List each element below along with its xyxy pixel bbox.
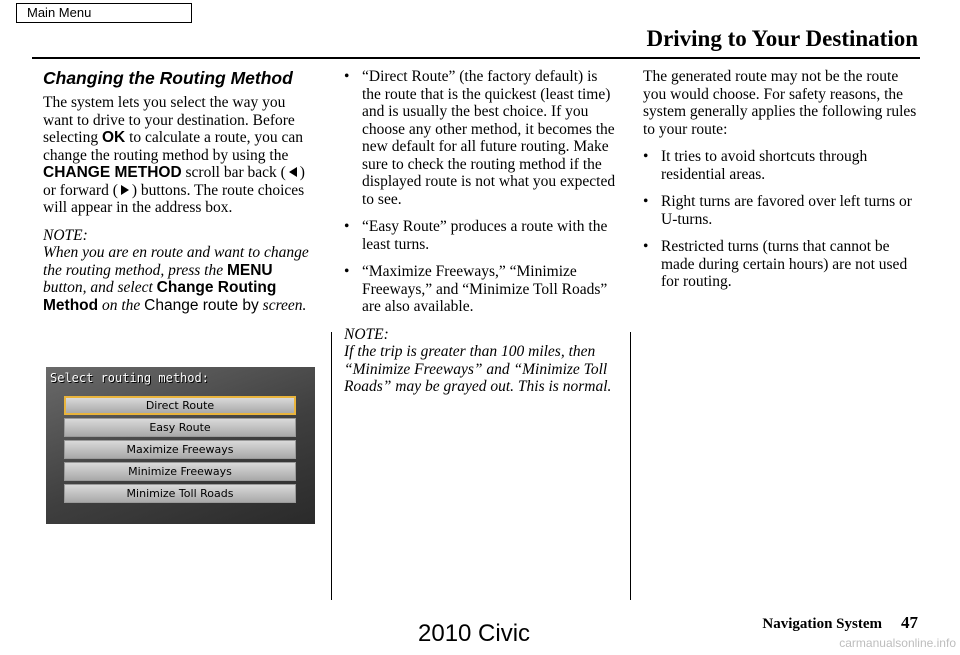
- arrow-left-icon: [286, 166, 300, 178]
- route-option-maximize-freeways[interactable]: Maximize Freeways: [64, 440, 296, 459]
- column-3: [643, 68, 921, 301]
- column-2: [344, 68, 620, 396]
- title-divider: [32, 57, 920, 59]
- change-method-label: CHANGE METHOD: [43, 164, 182, 181]
- note-paragraph: If the trip is greater than 100 miles, then “Minimize Freeways” and “Minimize Toll Roads” may be grayed out. This is normal.: [344, 343, 612, 395]
- list-item: • “Direct Route” (the factory default) is the route that is the quickest (least time) and is usually the best choice. If you choose any other method, it becomes the new default for all future routing. Make sure to check the routing method if the displayed route is not what you expected to see.: [344, 68, 620, 208]
- note-paragraph: [43, 244, 319, 314]
- note-text-3: on the: [98, 296, 145, 314]
- route-option-minimize-toll-roads[interactable]: Minimize Toll Roads: [64, 484, 296, 503]
- change-routing-label: Change Routing Method: [43, 279, 277, 314]
- route-option-minimize-freeways[interactable]: Minimize Freeways: [64, 462, 296, 481]
- intro-text-2: to calculate a route, you can change the routing method by using the: [43, 129, 303, 164]
- list-item: • “Maximize Freeways,” “Minimize Freeways,” and “Minimize Toll Roads” are also available.: [344, 263, 620, 316]
- intro-text-5: ) buttons. The route choices will appear in the address box.: [43, 181, 305, 216]
- routing-method-screen: [46, 367, 315, 524]
- rules-intro: The generated route may not be the route you would choose. For safety reasons, the system generally applies the following rules to your route:: [643, 68, 917, 138]
- footer-section-name: Navigation System: [762, 616, 882, 632]
- list-item: • It tries to avoid shortcuts through residential areas.: [643, 148, 921, 183]
- note-text-1: When you are en route and want to change the routing method, press the: [43, 244, 309, 279]
- list-item: • “Easy Route” produces a route with the least turns.: [344, 218, 620, 253]
- intro-text-1: The system lets you select the way you want to drive to your destination. Before selecting: [43, 94, 295, 146]
- main-menu-button[interactable]: Main Menu: [16, 3, 192, 23]
- route-options-list: [344, 68, 620, 316]
- note-text-2: button, and select: [43, 279, 157, 296]
- intro-paragraph: [43, 94, 319, 217]
- page-number: 47: [901, 613, 918, 632]
- screen-title: Select routing method:: [50, 371, 209, 385]
- intro-text-4: ) or forward (: [43, 164, 305, 199]
- route-option-direct[interactable]: Direct Route: [64, 396, 296, 415]
- note-text-4: screen.: [258, 296, 307, 314]
- watermark: carmanualsonline.info: [839, 636, 956, 650]
- ok-label: OK: [101, 129, 126, 146]
- route-option-easy[interactable]: Easy Route: [64, 418, 296, 437]
- list-item: • Restricted turns (turns that cannot be made during certain hours) are not used for routing.: [643, 238, 921, 291]
- column-1: [43, 68, 319, 314]
- screen-name: Change route by: [144, 296, 259, 314]
- section-heading: Changing the Routing Method: [43, 68, 293, 88]
- model-label: 2010 Civic: [418, 620, 531, 647]
- column-divider: [630, 332, 631, 600]
- note-label: NOTE:: [344, 325, 389, 343]
- column-divider: [331, 332, 332, 600]
- list-item: • Right turns are favored over left turns or U-turns.: [643, 193, 921, 228]
- arrow-right-icon: [118, 184, 132, 196]
- intro-text-3: scroll bar back (: [181, 164, 286, 181]
- page-title: Driving to Your Destination: [646, 26, 918, 51]
- rules-list: [643, 148, 921, 291]
- menu-label: MENU: [226, 261, 273, 279]
- note-label: NOTE:: [43, 226, 88, 244]
